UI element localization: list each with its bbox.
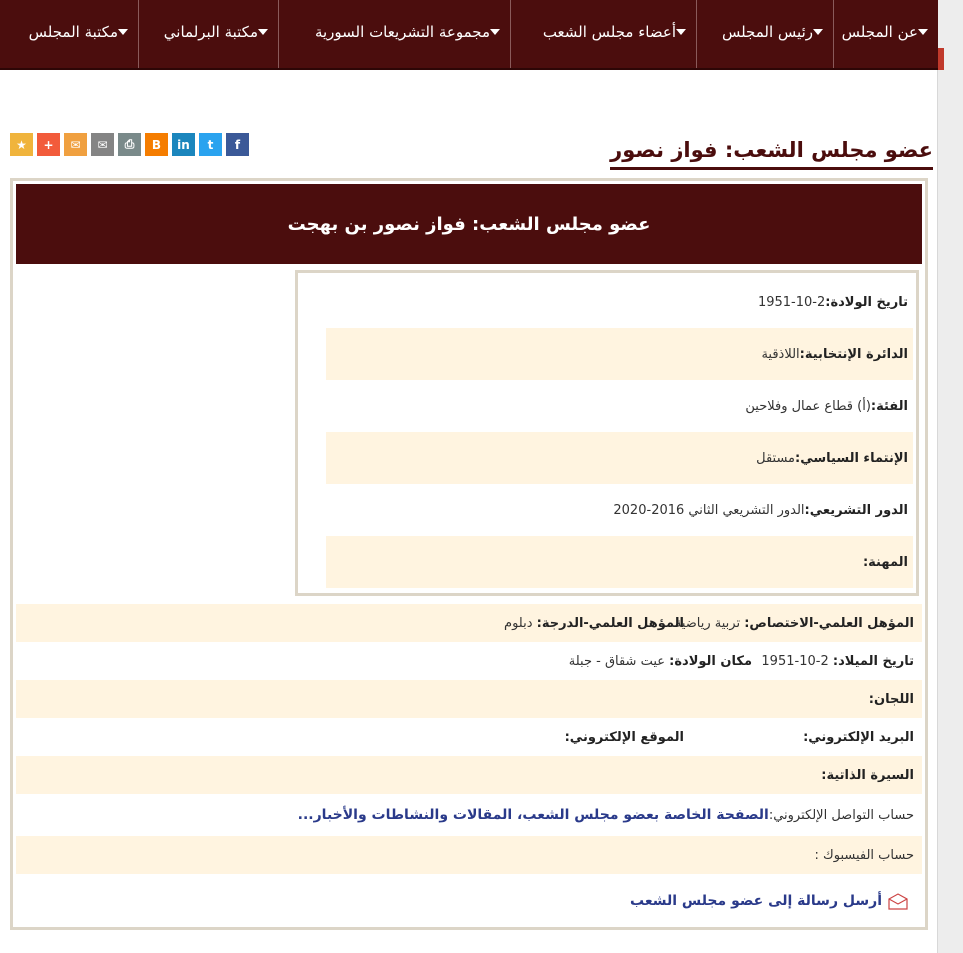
info-row-category: الفئة: (أ) قطاع عمال وفلاحين [745,398,908,414]
row-committees: اللجان: [16,680,922,718]
info-row-birthdate: تاريخ الولادة: 1951-10-2 [757,294,908,310]
blogger-icon[interactable]: B [145,133,168,156]
chevron-down-icon [490,29,500,35]
mail-icon[interactable]: ✉ [64,133,87,156]
chevron-down-icon [118,29,128,35]
main-nav [0,0,938,70]
envelope-icon [888,893,908,910]
nav-item-members[interactable]: أعضاء مجلس الشعب [510,0,696,68]
twitter-icon[interactable]: t [199,133,222,156]
print-icon[interactable]: ⎙ [118,133,141,156]
row-bio: السيرة الذاتية: [16,756,922,794]
favorite-icon[interactable]: ★ [10,133,33,156]
member-card [10,178,928,930]
row-facebook: حساب الفيسبوك : [16,836,922,874]
chevron-down-icon [918,29,928,35]
side-accent [938,48,944,70]
member-page-link[interactable]: الصفحة الخاصة بعضو مجلس الشعب، المقالات والنشاطات والأخبار... [297,807,769,823]
add-icon[interactable]: + [37,133,60,156]
page-scrollbar[interactable] [937,0,963,953]
facebook-icon[interactable]: f [226,133,249,156]
info-row-affiliation: الإنتماء السياسي: مستقل [326,432,913,484]
row-send-message [16,881,922,921]
nav-item-parliamentary-library[interactable]: مكتبة البرلماني [138,0,278,68]
info-row-profession: المهنة: [326,536,913,588]
share-bar [10,133,249,156]
chevron-down-icon [258,29,268,35]
info-row-term: الدور التشريعي: الدور التشريعي الثاني 2016-2020 [613,502,908,518]
member-card-header: عضو مجلس الشعب: فواز نصور بن بهجت [16,184,922,264]
nav-item-council-library[interactable]: مكتبة المجلس [0,0,138,68]
row-contact: البريد الإلكتروني: الموقع الإلكتروني: [564,729,914,745]
nav-item-about[interactable]: عن المجلس [833,0,938,68]
row-birth: تاريخ الميلاد: 2-10-1951 مكان الولادة: عيت شقاق - جبلة [568,653,914,669]
linkedin-icon[interactable]: in [172,133,195,156]
row-qualification: المؤهل العلمي-الاختصاص: تربية رياضية المؤهل العلمي-الدرجة: دبلوم [16,604,922,642]
chevron-down-icon [676,29,686,35]
send-message-link[interactable]: أرسل رسالة إلى عضو مجلس الشعب [630,893,882,909]
info-row-district: الدائرة الإنتخابية: اللاذقية [326,328,913,380]
page-title: عضو مجلس الشعب: فواز نصور [610,138,933,170]
row-social: حساب التواصل الإلكتروني: الصفحة الخاصة بعضو مجلس الشعب، المقالات والنشاطات والأخبار... [297,807,914,823]
email-icon[interactable]: ✉ [91,133,114,156]
nav-item-legislation[interactable]: مجموعة التشريعات السورية [278,0,510,68]
nav-item-president[interactable]: رئيس المجلس [696,0,833,68]
member-info-box [295,270,919,596]
chevron-down-icon [813,29,823,35]
